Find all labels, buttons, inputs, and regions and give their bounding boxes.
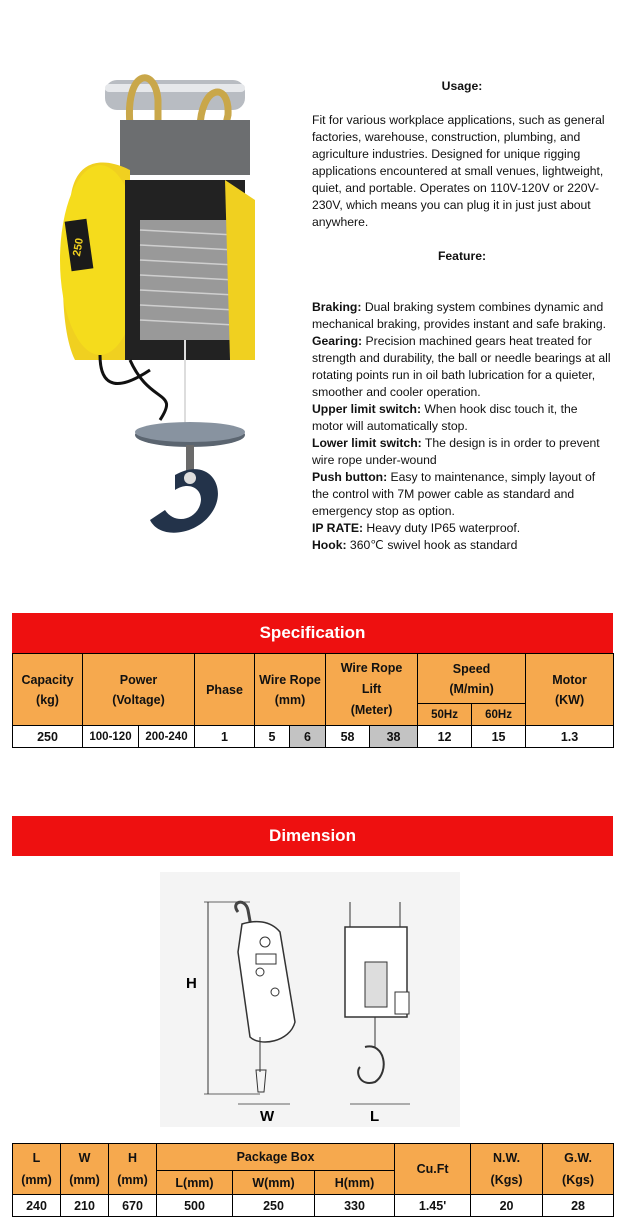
phase-cell: 1 — [195, 726, 255, 748]
cuft-cell: 1.45' — [395, 1195, 471, 1217]
description-column — [312, 78, 612, 554]
package-l-cell: 500 — [157, 1195, 233, 1217]
package-box-header: Package Box — [157, 1144, 395, 1171]
feature-item: Hook: 360℃ swivel hook as standard — [312, 538, 518, 552]
wire-rope-cell: 6 — [290, 726, 326, 748]
h-header: H (mm) — [109, 1144, 157, 1195]
usage-text: Fit for various workplace applications, such as general factories, warehouse, construction, plumbing, and agriculture industries. Designed for unique rigging applications encountered at small venues, lightweight, quiet, and portable. Operates on 110V-120V or 220V-230V, which means you can plug it in just just about anywhere. — [312, 113, 605, 229]
product-photo — [30, 60, 280, 580]
table-row — [13, 726, 614, 748]
dimension-h-label: H — [186, 975, 197, 992]
capacity-header: Capacity (kg) — [13, 654, 83, 726]
wire-rope-header: Wire Rope (mm) — [255, 654, 326, 726]
nw-header: N.W. (Kgs) — [471, 1144, 543, 1195]
motor-cell: 1.3 — [526, 726, 614, 748]
w-cell: 210 — [61, 1195, 109, 1217]
specification-banner: Specification — [12, 613, 613, 653]
h-cell: 670 — [109, 1195, 157, 1217]
usage-heading: Usage: — [441, 79, 483, 93]
feature-item: Braking: Dual braking system combines dynamic and mechanical braking, provides instant and safe braking. — [312, 300, 607, 331]
dimension-w-label: W — [260, 1108, 275, 1125]
dimension-table — [12, 1143, 614, 1217]
table-row — [13, 1195, 614, 1217]
wire-rope-lift-header: Wire Rope Lift (Meter) — [326, 654, 418, 726]
speed-cell: 15 — [472, 726, 526, 748]
lift-cell: 38 — [370, 726, 418, 748]
lift-cell: 58 — [326, 726, 370, 748]
gw-header: G.W. (Kgs) — [543, 1144, 614, 1195]
motor-header: Motor (KW) — [526, 654, 614, 726]
power-header: Power (Voltage) — [83, 654, 195, 726]
feature-item: IP RATE: Heavy duty IP65 waterproof. — [312, 521, 521, 535]
package-h-header: H(mm) — [315, 1171, 395, 1195]
specification-table — [12, 653, 614, 748]
capacity-cell: 250 — [13, 726, 83, 748]
l-cell: 240 — [13, 1195, 61, 1217]
dimension-drawing — [160, 872, 460, 1127]
gw-cell: 28 — [543, 1195, 614, 1217]
w-header: W (mm) — [61, 1144, 109, 1195]
package-h-cell: 330 — [315, 1195, 395, 1217]
feature-list — [312, 299, 612, 554]
speed-60hz-header: 60Hz — [472, 704, 526, 726]
feature-item: Push button: Easy to maintenance, simply layout of the control with 7M power cable as standard and emergency stop as option. — [312, 470, 596, 518]
nw-cell: 20 — [471, 1195, 543, 1217]
wire-rope-cell: 5 — [255, 726, 290, 748]
power-cell: 200-240 — [139, 726, 195, 748]
cuft-header: Cu.Ft — [395, 1144, 471, 1195]
dimension-banner: Dimension — [12, 816, 613, 856]
package-w-cell: 250 — [233, 1195, 315, 1217]
package-w-header: W(mm) — [233, 1171, 315, 1195]
feature-item: Gearing: Precision machined gears heat treated for strength and durability, the ball or needle bearings at all rotating points run in oil bath lubrication for a quieter, smoother and cooler operation. — [312, 334, 611, 399]
l-header: L (mm) — [13, 1144, 61, 1195]
speed-cell: 12 — [418, 726, 472, 748]
speed-header: Speed (M/min) — [418, 654, 526, 704]
package-l-header: L(mm) — [157, 1171, 233, 1195]
feature-heading: Feature: — [437, 249, 487, 263]
speed-50hz-header: 50Hz — [418, 704, 472, 726]
capacity-badge: 250 — [71, 237, 87, 258]
feature-item: Upper limit switch: When hook disc touch it, the motor will automatically stop. — [312, 402, 578, 433]
power-cell: 100-120 — [83, 726, 139, 748]
dimension-l-label: L — [370, 1108, 380, 1125]
phase-header: Phase — [195, 654, 255, 726]
feature-item: Lower limit switch: The design is in order to prevent wire rope under-wound — [312, 436, 600, 467]
